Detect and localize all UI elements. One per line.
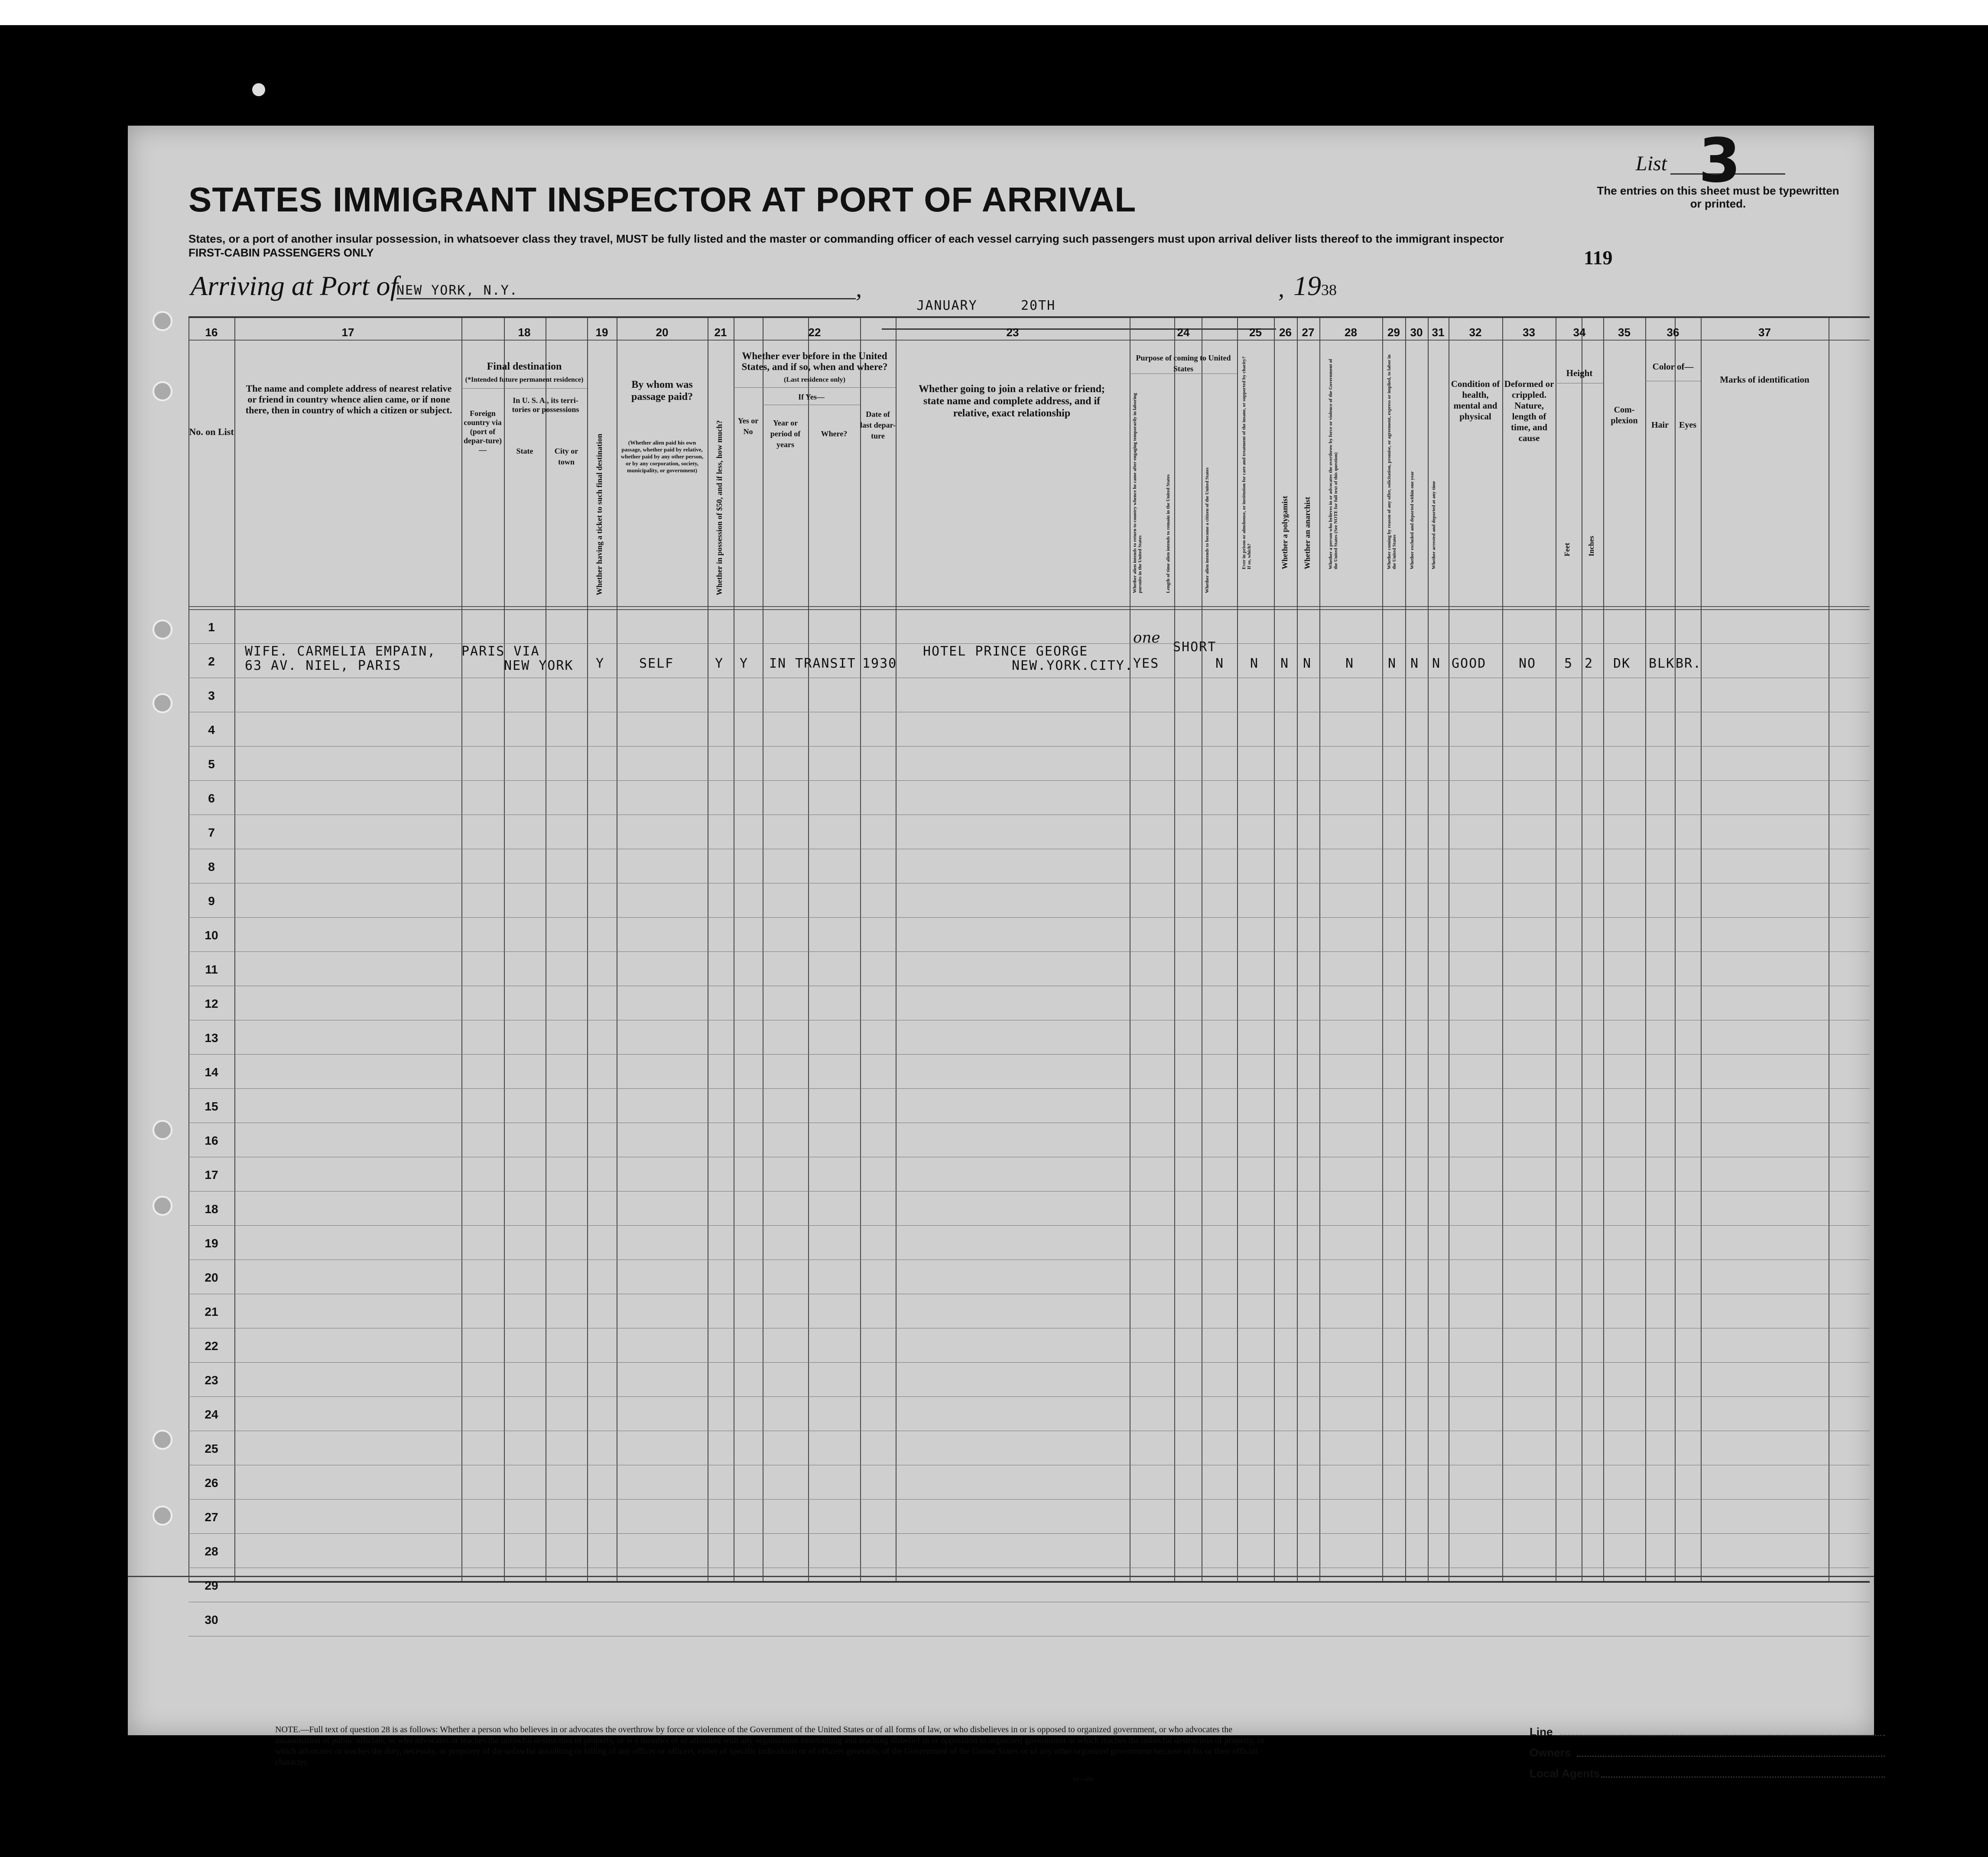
- hdr-prison: Ever in prison or almshouse, or institution for care and treatment of the insane, or supported by charity? If so, which?: [1241, 356, 1252, 569]
- hdr-going-to-join: Whether going to join a relative or friend; state name and complete address, and if relative, exact relationship: [919, 383, 1105, 419]
- year-field: [1293, 270, 1337, 302]
- sub-rule: [461, 388, 587, 389]
- hdr-feet: Feet: [1563, 542, 1571, 556]
- form-code: 14—430: [1072, 1776, 1094, 1783]
- cell-length-stay: SHORT: [1173, 640, 1217, 655]
- hdr-foreign-country: Foreign country via (port of depar-ture)—: [464, 409, 502, 454]
- hdr-ever-before-note: (Last residence only): [784, 376, 845, 383]
- col-line: [1174, 318, 1175, 1581]
- cell-hair: BLK: [1649, 656, 1675, 671]
- cell-foreign-via: PARIS VIA: [461, 644, 540, 659]
- cell-arrested: N: [1432, 656, 1441, 671]
- col-line: [188, 318, 189, 1581]
- col-line: [1319, 318, 1320, 1581]
- line-label: Line: [1530, 1725, 1553, 1738]
- row-number: 2: [208, 655, 215, 668]
- entries-note: The entries on this sheet must be typewritten or printed.: [1597, 184, 1839, 210]
- binder-ring: [153, 1120, 172, 1140]
- col-line: [1428, 318, 1429, 1581]
- row-number: 13: [205, 1031, 218, 1045]
- cell-relative-1: WIFE. CARMELIA EMPAIN,: [245, 644, 436, 659]
- binder-ring: [153, 311, 172, 331]
- row-rule: [188, 1499, 1870, 1500]
- cell-before-where: IN TRANSIT: [769, 656, 856, 671]
- handwritten-note: one: [1133, 629, 1160, 646]
- hdr-state: State: [516, 447, 533, 455]
- agents-field: [1601, 1776, 1885, 1778]
- col-line: [1274, 318, 1275, 1581]
- hdr-anarchist: Whether an anarchist: [1303, 497, 1312, 569]
- cell-excluded: N: [1410, 656, 1420, 671]
- col-line: [1297, 318, 1298, 1581]
- row-number: 16: [205, 1134, 218, 1147]
- page-number: 119: [1584, 247, 1613, 269]
- arriving-label: Arriving at Port of: [191, 270, 398, 301]
- agents-label: Local Agents: [1530, 1767, 1600, 1780]
- row-number: 20: [205, 1271, 218, 1284]
- subtitle-line-2: FIRST-CABIN PASSENGERS ONLY: [188, 246, 374, 259]
- row-number: 12: [205, 997, 218, 1010]
- hdr-ticket: Whether having a ticket to such final destination: [595, 433, 604, 595]
- year-prefix: 19: [1293, 270, 1321, 301]
- row-rule: [188, 1088, 1870, 1089]
- cell-overthrow: N: [1345, 656, 1355, 671]
- date-value: JANUARY 20TH: [916, 298, 1056, 313]
- port-field: [396, 283, 856, 299]
- colnum-21: 21: [714, 326, 727, 339]
- row-rule: [188, 1362, 1870, 1363]
- pin-hole: [252, 83, 265, 96]
- hdr-yes-no: Yes or No: [737, 416, 759, 436]
- binder-ring: [153, 1430, 172, 1450]
- subtitle-line-1: States, or a port of another insular possession, in whatsoever class they travel, MUST be fully listed and the master or commanding officer of each vessel carrying such passengers must upon arrival deliver lists thereof to the immigrant inspector: [188, 232, 1504, 245]
- row-rule: [188, 1396, 1870, 1397]
- row-number: 7: [208, 826, 215, 839]
- line-field: [1560, 1735, 1885, 1736]
- row-number: 21: [205, 1305, 218, 1318]
- row-number: 8: [208, 860, 215, 873]
- header-rule-2: [188, 609, 1870, 610]
- cell-labor: N: [1388, 656, 1397, 671]
- hdr-final-destination-note: (*Intended future permanent residence): [465, 376, 584, 383]
- col-line: [808, 318, 809, 1581]
- row-number: 3: [208, 689, 215, 702]
- colnum-17: 17: [341, 326, 354, 339]
- hdr-arrested: Whether arrested and deported at any time: [1431, 481, 1436, 569]
- row-number: 17: [205, 1168, 218, 1182]
- header-rule: [188, 606, 1870, 607]
- col-line: [1701, 318, 1702, 1581]
- colnum-35: 35: [1618, 326, 1631, 339]
- hdr-inches: Inches: [1587, 536, 1595, 556]
- colnum-30: 30: [1410, 326, 1423, 339]
- comma-separator: ,: [856, 276, 862, 302]
- port-value: NEW YORK, N.Y.: [396, 283, 518, 298]
- row-number: 6: [208, 792, 215, 805]
- hdr-passage-paid: By whom was passage paid?: [631, 379, 693, 403]
- row-number: 27: [205, 1510, 218, 1524]
- cell-ticket: Y: [596, 656, 605, 671]
- row-number: 22: [205, 1339, 218, 1353]
- hdr-overthrow: Whether a person who believes in or advocates the overthrow by force or violence of the Government of the United States (See NOTE for full text of this question): [1328, 359, 1338, 569]
- hdr-no-on-list: No. on List: [189, 426, 234, 437]
- row-number: 14: [205, 1065, 218, 1079]
- sub-rule: [1130, 373, 1237, 374]
- cell-destination: NEW YORK: [504, 658, 574, 673]
- row-rule: [188, 1054, 1870, 1055]
- colnum-27: 27: [1302, 326, 1315, 339]
- col-line: [461, 318, 462, 1581]
- colnum-37: 37: [1758, 326, 1771, 339]
- colnum-31: 31: [1432, 326, 1445, 339]
- cell-eyes: BR.: [1676, 656, 1702, 671]
- hdr-health: Condition of health, mental and physical: [1451, 379, 1500, 422]
- row-number: 4: [208, 723, 215, 737]
- row-number: 29: [205, 1579, 218, 1592]
- owners-field: [1577, 1756, 1885, 1757]
- cell-paid-by: SELF: [639, 656, 674, 671]
- col-line: [896, 318, 897, 1581]
- col-line: [1405, 318, 1406, 1581]
- row-number: 11: [205, 963, 218, 976]
- year-suffix: 38: [1321, 281, 1337, 299]
- list-number: 3: [1699, 126, 1741, 196]
- binder-ring: [153, 620, 172, 640]
- hdr-polygamist: Whether a polygamist: [1280, 496, 1289, 569]
- page-subtitle: [188, 232, 1662, 260]
- colnum-29: 29: [1387, 326, 1400, 339]
- colnum-28: 28: [1345, 326, 1357, 339]
- cell-polygamist: N: [1280, 656, 1290, 671]
- colnum-26: 26: [1279, 326, 1292, 339]
- hdr-deformed: Deformed or crippled. Nature, length of time, and cause: [1504, 379, 1554, 443]
- cell-return-intent: YES: [1133, 656, 1160, 671]
- row-number: 19: [205, 1237, 218, 1250]
- cell-going-to-2: NEW.YORK.CITY.: [1012, 658, 1134, 673]
- row-number: 25: [205, 1442, 218, 1455]
- hdr-eyes: Eyes: [1679, 420, 1696, 430]
- owners-label: Owners: [1530, 1746, 1571, 1759]
- row-number: 30: [205, 1613, 218, 1626]
- col-line: [1382, 318, 1383, 1581]
- col-line: [234, 318, 235, 1581]
- footnote: NOTE.—Full text of question 28 is as follows: Whether a person who believes in or advocates the overthrow by force or violence of the Government of the United States or of all forms of law, or who disbelieves in or is opposed to organized government, or who advocates the assassination of public officials, or who advocates or teaches the unlawful destruction of property, or is a member of or affiliated with any organization entertaining and teaching disbelief in or opposition to organized government or which teaches the unlawful destruction of property, or which advocates or teaches the duty, necessity, or propriety of the unlawful assaulting or killing of any officer or officers, either of specific individuals or of officers generally, of the Government of the United States or of any other organized government because of his or their official character.: [275, 1725, 1265, 1767]
- col-line: [504, 318, 505, 1581]
- row-rule: [188, 951, 1870, 952]
- hdr-complexion: Com-plexion: [1611, 405, 1638, 425]
- hdr-passage-note: (Whether alien paid his own passage, whether paid by relative, whether paid by any other person, or by any corporation, society, municipality, or government): [620, 439, 704, 474]
- row-number: 23: [205, 1373, 218, 1387]
- cell-inches: 2: [1585, 656, 1594, 671]
- hdr-where: Where?: [821, 429, 848, 438]
- row-number: 18: [205, 1202, 218, 1216]
- hdr-hair: Hair: [1651, 420, 1669, 430]
- row-rule: [188, 1225, 1870, 1226]
- cell-before-us: Y: [740, 656, 749, 671]
- row-rule: [188, 1533, 1870, 1534]
- col-line: [587, 318, 588, 1581]
- row-number: 24: [205, 1408, 218, 1421]
- cell-going-to-1: HOTEL PRINCE GEORGE: [923, 644, 1088, 659]
- hdr-date-departure: Date of last depar-ture: [860, 410, 896, 440]
- hdr-height: Height: [1566, 368, 1593, 378]
- col-line: [1675, 318, 1676, 1581]
- binder-ring: [153, 381, 172, 401]
- bottom-rule: [128, 1576, 1874, 1577]
- top-strip: [0, 0, 1988, 25]
- hdr-color-of: Color of—: [1652, 361, 1694, 372]
- hdr-excluded: Whether excluded and deported within one year: [1410, 471, 1415, 569]
- cell-relative-2: 63 AV. NIEL, PARIS: [245, 658, 402, 673]
- hdr-length-stay: Length of time alien intends to remain in the United States: [1166, 474, 1171, 593]
- col-line: [860, 318, 861, 1581]
- row-number: 26: [205, 1476, 218, 1490]
- cell-has-50: Y: [715, 656, 724, 671]
- arriving-row: [191, 270, 398, 302]
- colnum-36: 36: [1666, 326, 1679, 339]
- row-number: 1: [208, 620, 215, 634]
- row-number: 15: [205, 1100, 218, 1113]
- list-label: List: [1636, 152, 1667, 175]
- row-number: 9: [208, 894, 215, 908]
- sub-rule: [734, 387, 896, 388]
- colnum-18: 18: [518, 326, 531, 339]
- hdr-purpose: Purpose of coming to United States: [1136, 354, 1231, 373]
- hdr-fifty-dollars: Whether in possession of $50, and if less, how much?: [715, 420, 724, 595]
- page-title: STATES IMMIGRANT INSPECTOR AT PORT OF ARRIVAL: [188, 180, 1137, 219]
- hdr-become-citizen: Whether alien intends to become a citizen of the United States: [1205, 467, 1210, 593]
- row-number: 28: [205, 1545, 218, 1558]
- colnum-32: 32: [1469, 326, 1482, 339]
- col-line: [1645, 318, 1646, 1581]
- hdr-in-usa: In U. S. A., its terri-tories or possessions: [512, 396, 579, 414]
- manifest-sheet: [128, 126, 1874, 1783]
- colnum-19: 19: [595, 326, 608, 339]
- colnum-16: 16: [205, 326, 218, 339]
- manifest-table: [188, 316, 1870, 1626]
- cell-deformed: NO: [1519, 656, 1536, 671]
- colnum-rule: [188, 340, 1870, 341]
- cell-health: GOOD: [1452, 656, 1487, 671]
- binder-ring: [153, 1196, 172, 1216]
- cell-complexion: DK: [1613, 656, 1631, 671]
- hdr-ever-before: Whether ever before in the United States, and if so, when and where?: [741, 351, 888, 372]
- cell-citizen: N: [1215, 656, 1225, 671]
- colnum-25: 25: [1249, 326, 1262, 339]
- binder-ring: [153, 693, 172, 713]
- hdr-final-destination: Final destination: [487, 361, 562, 372]
- row-rule: [188, 746, 1870, 747]
- hdr-marks: Marks of identification: [1720, 374, 1809, 385]
- hdr-labor-offer: Whether coming by reason of any offer, solicitation, promise, or agreement, express or implied, to labor in the United States: [1387, 354, 1397, 569]
- cell-prison: N: [1250, 656, 1259, 671]
- hdr-year-period: Year or period of years: [770, 419, 801, 449]
- colnum-23: 23: [1006, 326, 1019, 339]
- row-rule: [188, 917, 1870, 918]
- cell-feet: 5: [1564, 656, 1573, 671]
- hdr-city: City or town: [554, 447, 578, 466]
- binder-ring: [153, 1506, 172, 1526]
- colnum-34: 34: [1573, 326, 1586, 339]
- comma-separator-2: ,: [1278, 276, 1284, 302]
- colnum-33: 33: [1523, 326, 1535, 339]
- cell-last-departure: 1930: [862, 656, 897, 671]
- cell-anarchist: N: [1303, 656, 1312, 671]
- col-line: [1237, 318, 1238, 1581]
- hdr-if-yes: If Yes—: [798, 393, 825, 401]
- row-number: 5: [208, 757, 215, 771]
- row-rule: [188, 780, 1870, 781]
- hdr-relative-address: The name and complete address of nearest relative or friend in country whence alien came, or if none there, then in country of which a citizen or subject.: [245, 383, 452, 416]
- colnum-22: 22: [808, 326, 821, 339]
- colnum-24: 24: [1177, 326, 1190, 339]
- col-line: [1603, 318, 1604, 1581]
- col-line: [1502, 318, 1503, 1581]
- colnum-20: 20: [656, 326, 669, 339]
- row-number: 10: [205, 928, 218, 942]
- hdr-return-intent: Whether alien intends to return to country whence he came after engaging temporarily in laboring pursuits in the United States: [1132, 393, 1143, 593]
